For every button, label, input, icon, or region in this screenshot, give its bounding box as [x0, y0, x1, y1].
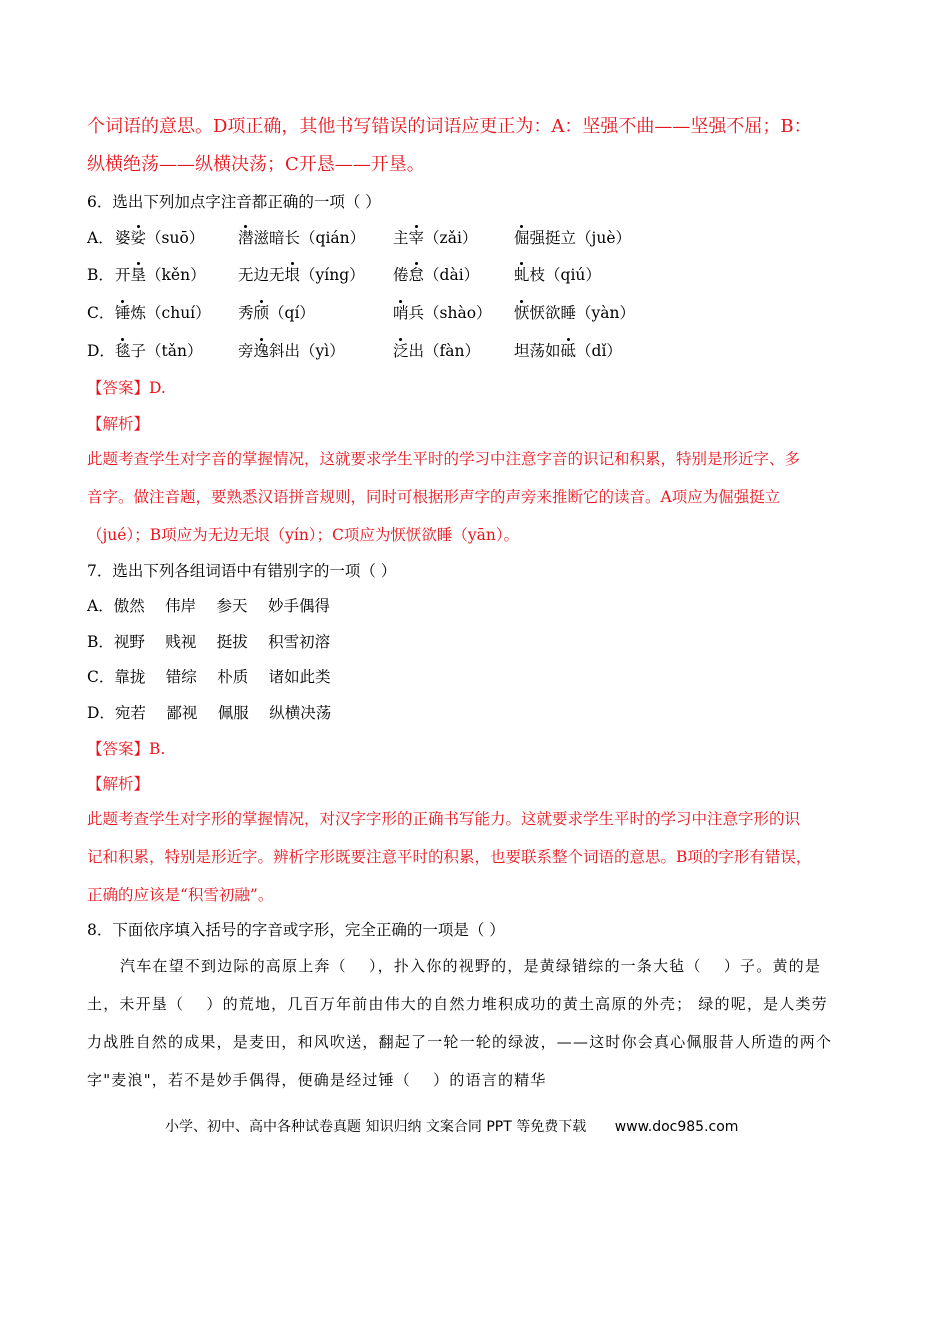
dotted-character: 虬 [514, 266, 530, 284]
pinyin: （zǎi） [424, 229, 478, 247]
q7-analysis-label: 【解析】 [87, 775, 150, 793]
pinyin: （dài） [424, 266, 480, 284]
pinyin: （yíng） [300, 266, 365, 284]
pinyin: （dǐ） [576, 342, 622, 360]
q7-option-a: A．傲然 伟岸 参天 妙手偶得 [87, 597, 330, 615]
q6-answer: 【答案】D. [87, 379, 166, 397]
dotted-character: 倔 [514, 229, 530, 247]
q6-option-item [514, 265, 601, 285]
q6-option-item [115, 341, 202, 361]
word-part: 倦 [393, 266, 409, 284]
footer-url[interactable]: www.doc985.com [614, 1119, 739, 1135]
q6-option-item [238, 303, 315, 323]
q6-option-item [393, 303, 492, 323]
word-part: 旁 [238, 342, 254, 360]
dotted-character: 潜 [238, 229, 254, 247]
dotted-character: 锤 [115, 304, 131, 322]
pinyin: （juè） [576, 229, 631, 247]
q6-option-item [393, 341, 480, 361]
pinyin: （suō） [146, 229, 205, 247]
prev-explanation-line: 纵横绝荡——纵横决荡；C开恳——开垦。 [87, 154, 425, 175]
q6-option-label: A． [87, 229, 114, 247]
word-part: 婆 [115, 229, 131, 247]
dotted-character: 怠 [408, 266, 425, 284]
q6-option-item [514, 303, 635, 323]
q8-passage-line: 汽车在望不到边际的高原上奔（ ），扑入你的视野的，是黄绿错综的一条大毡（ ）子。黄的是 [120, 957, 822, 975]
q8-passage-line: 字"麦浪"，若不是妙手偶得，便确是经过锤（ ）的语言的精华 [87, 1071, 547, 1089]
word-part: 主 [393, 229, 409, 247]
dotted-character: 砥 [560, 342, 577, 360]
word-part: 炼 [130, 304, 147, 322]
footer [165, 1116, 738, 1136]
dotted-character: 垦 [130, 266, 147, 284]
q6-option-item [393, 265, 479, 285]
q8-question: 8．下面依序填入括号的字音或字形，完全正确的一项是（ ） [87, 921, 505, 939]
q6-option-item [115, 265, 206, 285]
dotted-character: 哨 [393, 304, 409, 322]
dotted-character: 泛 [393, 342, 409, 360]
word-part: 斜出 [269, 342, 301, 360]
q6-option-item [514, 228, 631, 248]
q6-option-item [514, 341, 622, 361]
dotted-character: 宰 [408, 229, 425, 247]
pinyin: （yàn） [576, 304, 636, 322]
q6-option-item [393, 228, 477, 248]
word-part: 滋暗长 [253, 229, 301, 247]
word-part: 兵 [408, 304, 425, 322]
word-part: 子 [130, 342, 147, 360]
q6-option-label: D． [87, 342, 115, 360]
dotted-character: 逸 [253, 342, 270, 360]
pinyin: （tǎn） [146, 342, 203, 360]
pinyin: （qiú） [545, 266, 601, 284]
word-part: 恹欲睡 [529, 304, 577, 322]
q7-analysis-line: 此题考查学生对字形的掌握情况，对汉字字形的正确书写能力。这就要求学生平时的学习中注意字形的识 [87, 810, 801, 828]
q7-answer: 【答案】B. [87, 740, 166, 758]
pinyin: （shào） [424, 304, 492, 322]
word-part: 出 [408, 342, 425, 360]
q6-option-item [115, 228, 204, 248]
pinyin: （fàn） [424, 342, 480, 360]
dotted-character: 恹 [514, 304, 530, 322]
q6-analysis-line: 音字。做注音题，要熟悉汉语拼音规则，同时可根据形声字的声旁来推断它的读音。A项应为倔强挺立 [87, 488, 781, 506]
pinyin: （qián） [300, 229, 366, 247]
q7-option-b: B．视野 贱视 挺拔 积雪初溶 [87, 633, 331, 651]
pinyin: （yì） [300, 342, 345, 360]
q6-option-item [238, 265, 365, 285]
q6-option-label: C． [87, 304, 115, 322]
word-part: 强挺立 [529, 229, 577, 247]
q7-question: 7．选出下列各组词语中有错别字的一项（ ） [87, 562, 397, 580]
word-part: 秀 [238, 304, 254, 322]
q7-option-c: C．靠拢 错综 朴质 诸如此类 [87, 668, 331, 686]
q6-analysis-line: 此题考查学生对字音的掌握情况，这就要求学生平时的学习中注意字音的识记和积累，特别是形近字、多 [87, 450, 801, 468]
pinyin: （kěn） [146, 266, 206, 284]
q7-analysis-line: 正确的应该是“积雪初融”。 [87, 886, 274, 904]
q6-analysis-line: （jué）；B项应为无边无垠（yín）；C项应为恹恹欲睡（yān）。 [87, 526, 520, 544]
q6-option-item [238, 341, 345, 361]
dotted-character: 垠 [284, 266, 301, 284]
pinyin: （chuí） [146, 304, 211, 322]
dotted-character: 毯 [115, 342, 131, 360]
word-part: 开 [115, 266, 131, 284]
footer-text: 小学、初中、高中各种试卷真题 知识归纳 文案合同 PPT 等免费下载 [165, 1119, 587, 1135]
word-part: 枝 [529, 266, 546, 284]
q6-option-item [238, 228, 365, 248]
pinyin: （qí） [269, 304, 315, 322]
q7-option-d: D．宛若 鄙视 佩服 纵横决荡 [87, 704, 332, 722]
word-part: 坦荡如 [514, 342, 561, 360]
dotted-character: 娑 [130, 229, 147, 247]
q6-analysis-label: 【解析】 [87, 415, 150, 433]
q8-passage-line: 力战胜自然的成果，是麦田，和风吹送，翻起了一轮一轮的绿波，——这时你会真心佩服昔人所造的两个 [87, 1033, 833, 1051]
q6-option-label: B． [87, 266, 114, 284]
q8-passage-line: 土，未开垦（ ）的荒地，几百万年前由伟大的自然力堆积成功的黄土高原的外壳； 绿的呢，是人类劳 [87, 995, 828, 1013]
word-part: 无边无 [238, 266, 285, 284]
q6-question: 6．选出下列加点字注音都正确的一项（ ） [87, 193, 381, 211]
q7-analysis-line: 记和积累，特别是形近字。辨析字形既要注意平时的积累，也要联系整个词语的意思。B项的字形有错误， [87, 848, 812, 866]
prev-explanation-line: 个词语的意思。D项正确，其他书写错误的词语应更正为：A：坚强不曲——坚强不屈；B： [87, 116, 812, 137]
dotted-character: 颀 [253, 304, 270, 322]
q6-option-item [115, 303, 211, 323]
